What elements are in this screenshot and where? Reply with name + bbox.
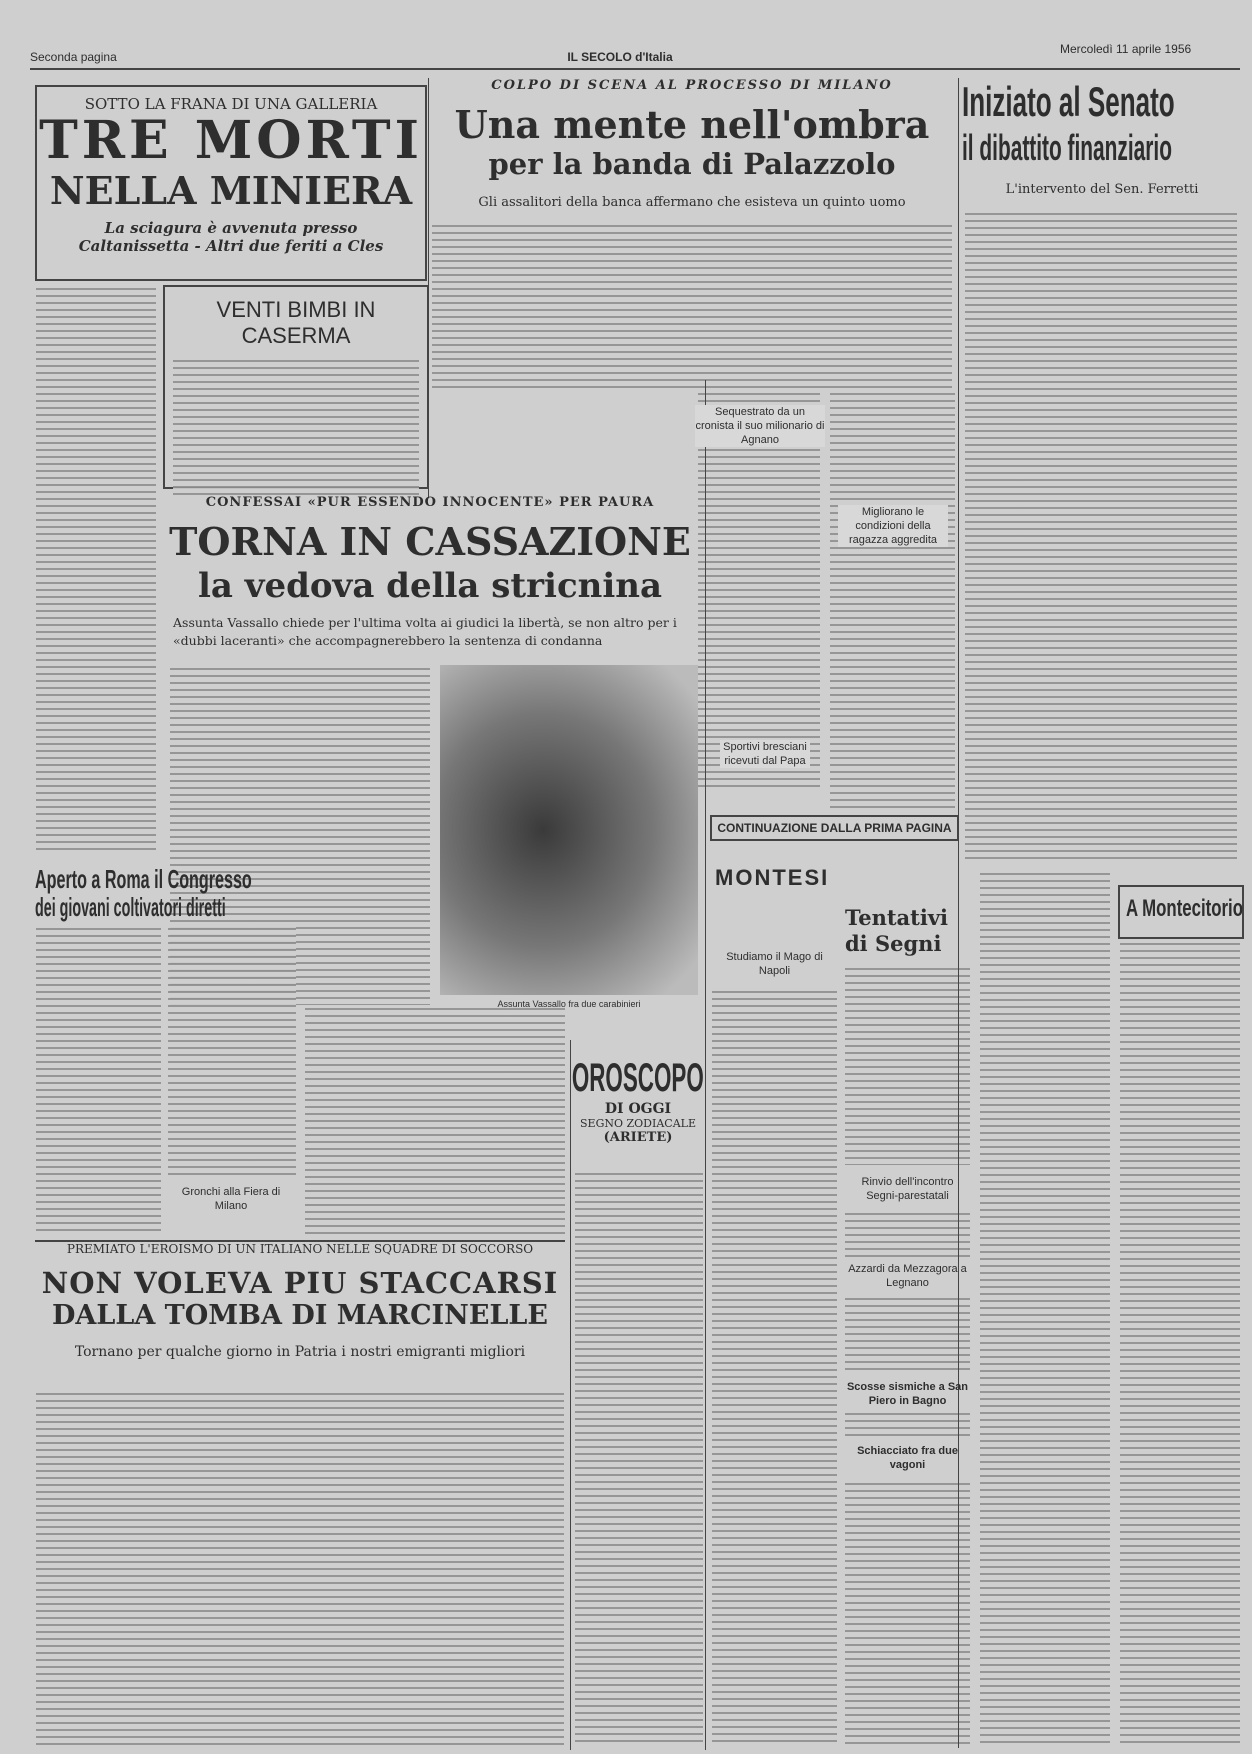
kicker: COLPO DI SCENA AL PROCESSO DI MILANO [491, 78, 893, 93]
body-text [305, 1005, 565, 1235]
headline: Iniziato al Senato [962, 78, 1175, 125]
headline: MONTESI [715, 865, 830, 890]
body-text [432, 222, 952, 392]
body-text [173, 357, 419, 497]
headline: la vedova della stricnina [197, 566, 663, 606]
issue-date: Mercoledì 11 aprile 1956 [1060, 42, 1192, 56]
headline-small: Migliorano le condizioni della ragazza aggredita [838, 505, 948, 547]
paper-name: IL SECOLO d'Italia [567, 50, 673, 64]
article-montecitorio [1118, 885, 1244, 939]
photo-vassallo [440, 665, 698, 995]
article-stricnina [165, 495, 695, 650]
body-text [575, 1170, 703, 1745]
body-text [1120, 940, 1240, 1745]
kicker: PREMIATO L'EROISMO DI UN ITALIANO NELLE SQUADRE DI SOCCORSO [66, 1242, 534, 1256]
body-text [168, 925, 296, 1180]
body-text [965, 210, 1237, 860]
headline-small: Rinvio dell'incontro Segni-parestatali [861, 1176, 954, 1202]
article-oroscopo [574, 1055, 702, 1145]
headline: per la banda di Palazzolo [488, 147, 896, 181]
subheadline: Gli assalitori della banca affermano che esisteva un quinto uomo [478, 195, 906, 210]
headline: Aperto a Roma il Congresso [35, 864, 252, 894]
article-miniera-box [35, 85, 427, 281]
headline: Una mente nell'ombra [454, 102, 930, 147]
headline: il dibattito finanziario [962, 127, 1172, 168]
headline: TORNA IN CASSAZIONE [169, 519, 691, 564]
column-rule [570, 1040, 571, 1750]
kicker: SOTTO LA FRANA DI UNA GALLERIA [84, 95, 378, 113]
article-caserma-box [163, 285, 429, 489]
body-text [36, 1390, 564, 1745]
body-text [980, 870, 1110, 1745]
headline-small: Scosse sismiche a San Piero in Bagno [846, 1381, 969, 1407]
headline-small: Studiamo il Mago di Napoli [726, 951, 823, 977]
kicker: CONFESSAI «PUR ESSENDO INNOCENTE» PER PAURA [205, 495, 655, 510]
photo-caption: Assunta Vassallo fra due carabinieri [497, 999, 641, 1009]
subheadline: La sciagura è avvenuta presso Caltanissetta - Altri due feriti a Cles [78, 219, 384, 255]
headline-small: Azzardi da Mezzagora a Legnano [848, 1263, 967, 1289]
article-senato [962, 78, 1242, 197]
headline: Tentativi di Segni [845, 905, 949, 956]
article-marcinelle [35, 1242, 565, 1360]
headline: TRE MORTI [39, 110, 423, 171]
article-palazzolo [432, 78, 952, 218]
body-text [845, 1480, 970, 1745]
body-text [845, 1295, 970, 1375]
headline: dei giovani coltivatori diretti [35, 892, 226, 922]
oroscopo-line: SEGNO ZODIACALE [580, 1117, 696, 1130]
oroscopo-line: (ARIETE) [603, 1130, 673, 1145]
body-text [845, 965, 970, 1165]
subheadline: Tornano per qualche giorno in Patria i nostri emigranti migliori [74, 1344, 526, 1360]
headline: VENTI BIMBI IN CASERMA [216, 297, 376, 348]
headline: DALLA TOMBA DI MARCINELLE [52, 1300, 548, 1331]
body-text [36, 285, 156, 855]
headline-small: Sportivi bresciani ricevuti dal Papa [720, 740, 810, 768]
headline-small: Sequestrato da un cronista il suo milionario di Agnano [695, 406, 825, 446]
subheadline: Assunta Vassallo chiede per l'ultima volta ai giudici la libertà, se non altro per i «dubbi laceranti» che accompagnerebbero la sentenza di condanna [173, 615, 677, 648]
body-text [845, 1210, 970, 1260]
oroscopo-line: DI OGGI [604, 1101, 672, 1117]
headline: A Montecitorio [1126, 895, 1243, 922]
continuation-banner: CONTINUAZIONE DALLA PRIMA PAGINA [710, 815, 959, 841]
column-rule [705, 380, 706, 1750]
subheadline: L'intervento del Sen. Ferretti [1005, 182, 1199, 197]
article-congresso [35, 865, 297, 921]
body-text [36, 925, 161, 1235]
body-text [830, 390, 955, 810]
headline: NELLA MINIERA [49, 168, 413, 213]
section-label: Seconda pagina [30, 50, 117, 64]
body-text [712, 988, 837, 1745]
headline-small: Schiacciato fra due vagoni [857, 1445, 958, 1471]
headline: NON VOLEVA PIU STACCARSI [41, 1266, 559, 1300]
oroscopo-title-wrap [574, 1055, 702, 1101]
headline: OROSCOPO [572, 1056, 704, 1100]
body-text [845, 1410, 970, 1440]
body-text [698, 390, 820, 790]
masthead-rule [30, 68, 1240, 70]
headline-small: Gronchi alla Fiera di Milano [181, 1186, 281, 1212]
